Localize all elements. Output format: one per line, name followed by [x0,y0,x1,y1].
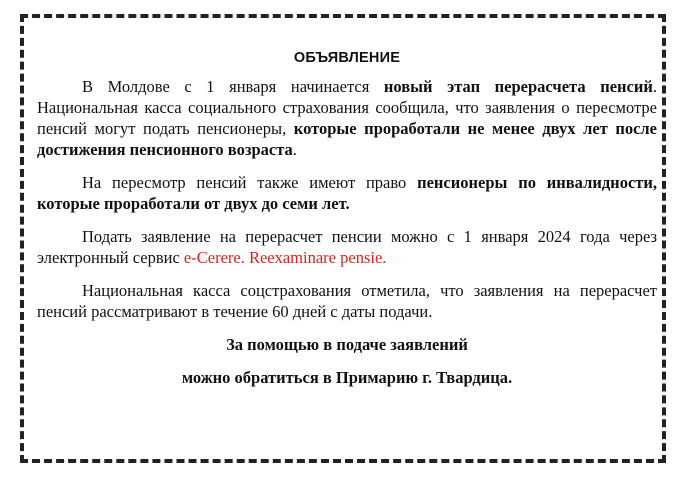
announcement-frame [20,14,666,463]
announcement-title: ОБЪЯВЛЕНИЕ [293,50,401,66]
p1-bold-1: новый этап перерасчета пенсий [383,77,653,96]
p3-text-1: Подать заявление на перерасчет пенсии можно с 1 января 2024 года через электронный сервис [37,227,657,267]
p4-text-1: Национальная касса соцстрахования отметила, что заявления на перерасчет пенсий рассматривают в течение 60 дней с даты подачи. [37,281,657,321]
p1-text-1: В Молдове с 1 января начинается [82,77,384,96]
footer-line-2: можно обратиться в Примарию г. Твардица. [181,368,513,387]
p2-bold-1: пенсионеры по инвалидности, которые проработали от двух до семи лет. [37,173,657,213]
paragraph-4 [37,280,657,322]
e-cerere-link[interactable]: e-Cerere. Reexaminare pensie. [183,248,387,267]
p1-text-2: . Национальная касса социального страхования сообщила, что заявления о пересмотре пенсий могут подать пенсионеры, [37,77,657,138]
p1-text-3: . [292,140,297,159]
footer-line-1: За помощью в подаче заявлений [226,335,468,354]
p2-text-1: На пересмотр пенсий также имеют право [82,173,418,192]
paragraph-2 [37,172,657,214]
announcement-content [37,48,657,400]
paragraph-3 [37,226,657,268]
p1-bold-2: которые проработали не менее двух лет после достижения пенсионного возраста [37,119,657,159]
paragraph-1 [37,76,657,160]
